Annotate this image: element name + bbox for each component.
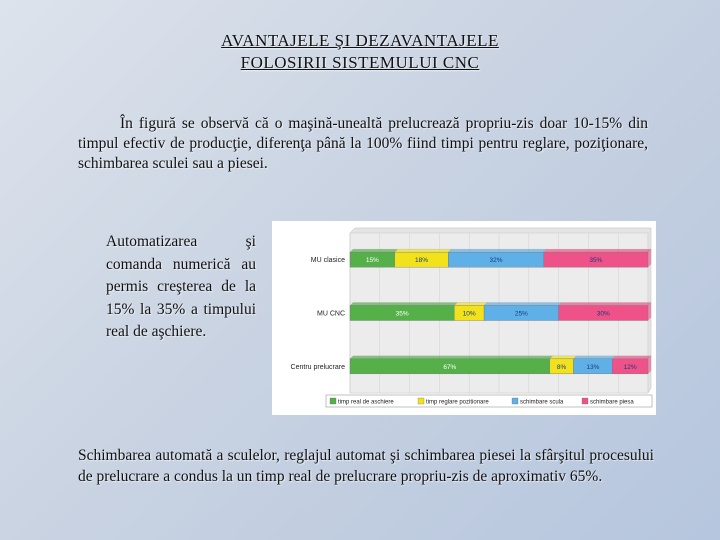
bar-segment-top	[574, 356, 616, 359]
legend-label: timp real de aschiere	[338, 399, 394, 406]
bar-value-label: 18%	[415, 257, 429, 265]
category-label: MU CNC	[317, 310, 345, 318]
bar-value-label: 30%	[596, 310, 610, 318]
intro-paragraph: În figură se observă că o maşină-unealtă prelucrează propriu-zis doar 10-15% din timpul efectiv de producţie, diferenţa până la 100% fiind timpi pentru reglare, poziţionare, schimbarea sculei sau a piesei.	[78, 115, 648, 172]
legend-swatch	[512, 398, 518, 404]
bar-value-label: 32%	[489, 257, 503, 265]
bar-value-label: 13%	[586, 363, 600, 371]
legend-swatch	[330, 398, 336, 404]
bar-segment-top	[484, 303, 561, 306]
bar-segment-top	[350, 303, 457, 306]
bar-segment-top	[448, 249, 546, 252]
bar-side	[648, 356, 651, 374]
bar-segment-top	[544, 249, 651, 252]
chart-svg	[272, 221, 656, 415]
bar-segment-top	[454, 303, 487, 306]
legend-label: schimbare scula	[520, 399, 564, 406]
title-line-1: AVANTAJELE ŞI DEZAVANTAJELE	[221, 31, 499, 50]
bar-value-label: 35%	[589, 257, 603, 265]
bar-segment-top	[395, 249, 452, 252]
category-label: Centru prelucrare	[290, 363, 345, 371]
legend-swatch	[582, 398, 588, 404]
bar-side	[648, 303, 651, 321]
bar-value-label: 12%	[623, 363, 637, 371]
bar-segment-top	[559, 303, 651, 306]
bar-value-label: 35%	[395, 310, 409, 318]
bar-side	[648, 249, 651, 267]
legend-label: timp reglare pozitionare	[426, 399, 489, 406]
title-line-2: FOLOSIRII SISTEMULUI CNC	[240, 53, 480, 72]
legend-label: schimbare piesa	[590, 399, 634, 406]
side-paragraph: Automatizarea şi comanda numerică au permis creşterea de la 15% la 35% a timpului real de aşchiere.	[106, 233, 256, 340]
bar-value-label: 8%	[556, 363, 567, 371]
conclusion-paragraph: Schimbarea automată a sculelor, reglajul automat şi schimbarea piesei la sfârşitul procesului de prelucrare a condus la un timp real de prelucrare propriu-zis de aproximativ 65%.	[78, 447, 654, 485]
legend-swatch	[418, 398, 424, 404]
bar-value-label: 25%	[514, 310, 528, 318]
slide-title	[0, 30, 720, 74]
bar-segment-top	[350, 249, 398, 252]
bar-segment-top	[350, 356, 553, 359]
bar-segment-top	[612, 356, 651, 359]
category-label: MU clasice	[310, 257, 345, 265]
bar-segment-top	[550, 356, 577, 359]
bar-chart	[272, 221, 656, 415]
bar-value-label: 15%	[365, 257, 379, 265]
bar-value-label: 10%	[462, 310, 476, 318]
bar-value-label: 67%	[443, 363, 457, 371]
